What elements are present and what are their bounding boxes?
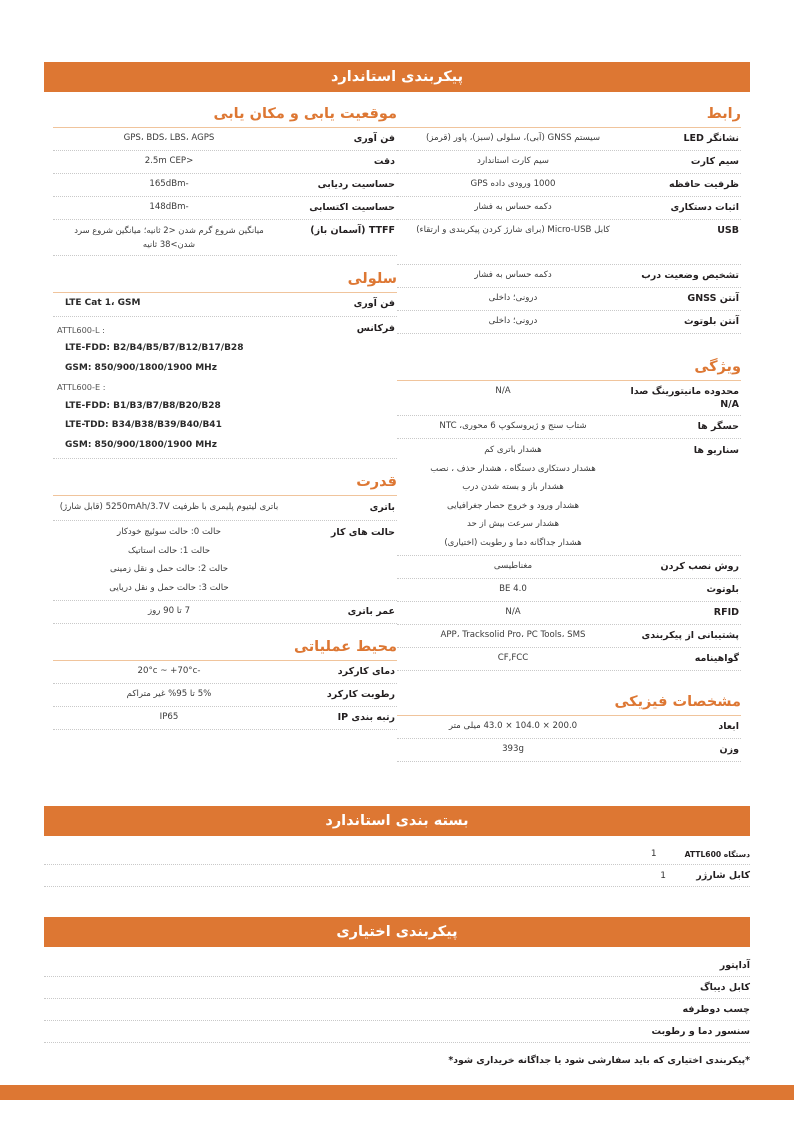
row-physical-dimensions	[397, 716, 741, 739]
row-features-certification	[397, 648, 741, 671]
work-mode-item: حالت 2: حالت حمل و نقل زمینی	[109, 564, 229, 574]
row-interface-led	[397, 128, 741, 151]
value: BE 4.0	[499, 584, 527, 594]
label: سناریو ها	[693, 445, 739, 456]
value: N/A	[495, 386, 511, 396]
section-title-interface: رابط	[706, 106, 741, 122]
packaging-item-label: کابل شارژر	[696, 870, 750, 881]
standard-packaging-block	[44, 806, 750, 887]
row-interface-memory	[397, 174, 741, 197]
value: CF,FCC	[497, 653, 529, 663]
standard-config-banner-wrap	[44, 0, 750, 92]
interface-group-spacer	[397, 242, 741, 264]
section-interface	[397, 105, 741, 334]
scenario-item: هشدار جداگانه دما و رطوبت (اختیاری)	[444, 537, 582, 548]
row-environment-temperature	[53, 661, 397, 684]
row-positioning-accuracy	[53, 151, 397, 174]
row-features-rfid	[397, 602, 741, 625]
section-cellular	[53, 270, 397, 459]
optional-config-note: *پیکربندی اختیاری که باید سفارشی شود یا جداگانه خریداری شود*	[448, 1055, 750, 1066]
column-left	[397, 92, 750, 762]
label: ظرفیت حافظه	[669, 179, 739, 190]
value: درونی؛ داخلی	[488, 316, 538, 326]
work-mode-item: حالت 0: حالت سوئیچ خودکار	[117, 527, 221, 537]
row-interface-door-detection	[397, 264, 741, 288]
optional-item-label: کابل دیباگ	[699, 982, 750, 993]
label: آنتن بلوتوث	[683, 316, 739, 327]
optional-item-label: آداپتور	[719, 960, 750, 971]
scenario-item: هشدار باتری کم	[484, 445, 542, 455]
row-physical-weight	[397, 739, 741, 762]
optional-row-double-sided-tape	[44, 999, 750, 1021]
value: -148dBm	[149, 202, 189, 212]
freq-group-item: LTE-FDD: B1/B3/B7/B8/B20/B28	[65, 400, 221, 411]
row-power-work-modes	[53, 521, 397, 601]
row-environment-ip-rating	[53, 707, 397, 730]
value: IP65	[159, 712, 179, 722]
work-mode-item: حالت 3: حالت حمل و نقل دریایی	[109, 582, 229, 593]
value: APP، Tracksolid Pro، PC Tools، SMS	[440, 630, 586, 640]
section-title-features: ویژگی	[694, 359, 741, 375]
value: مغناطیسی	[493, 561, 533, 571]
gap-before-packaging	[0, 762, 794, 806]
scenario-item: هشدار سرعت بیش از حد	[467, 519, 559, 529]
value: <2.5m CEP	[144, 156, 194, 166]
label: تشخیص وضعیت درب	[641, 270, 739, 281]
row-features-sensors	[397, 416, 741, 439]
label: RFID	[713, 607, 739, 618]
optional-row-adapter	[44, 955, 750, 977]
optional-config-banner: پیکربندی اختیاری	[44, 917, 750, 947]
label: بلوتوث	[706, 584, 739, 595]
value	[53, 526, 285, 595]
label: آنتن GNSS	[687, 293, 739, 304]
scenario-item: هشدار باز و بسته شدن درب	[462, 482, 564, 492]
row-positioning-technology	[53, 128, 397, 151]
section-title-environment: محیط عملیاتی	[294, 639, 397, 655]
value: سیستم GNSS (آبی)، سلولی (سبز)، پاور (قرمز)	[425, 133, 601, 143]
freq-group-head: ATTL600-L :	[57, 324, 105, 335]
packaging-item-label: دستگاه ATTL600	[684, 849, 750, 859]
label: نشانگر LED	[683, 133, 739, 144]
value: 1000 ورودی داده GPS	[470, 179, 556, 189]
value	[53, 297, 285, 312]
row-interface-tamper	[397, 197, 741, 220]
spec-columns	[44, 92, 750, 762]
label: فن آوری	[353, 298, 395, 309]
value: 5% تا 95% غیر متراکم	[126, 689, 212, 699]
freq-group-item: LTE-FDD: B2/B4/B5/B7/B12/B17/B28	[65, 343, 244, 353]
row-features-config-support	[397, 625, 741, 648]
section-title-physical: مشخصات فیزیکی	[614, 694, 741, 710]
label: فرکانس	[356, 322, 395, 334]
label: رتبه بندی IP	[337, 712, 395, 723]
optional-row-debug-cable	[44, 977, 750, 999]
row-cellular-frequency	[53, 317, 397, 460]
label: رطوبت کارکرد	[326, 689, 395, 700]
row-features-scenarios	[397, 439, 741, 556]
label: روش نصب کردن	[660, 561, 739, 572]
value: کابل Micro-USB (برای شارژ کردن پیکربندی و ارتقاء)	[416, 225, 610, 235]
value: درونی؛ داخلی	[488, 293, 538, 303]
label: TTFF (آسمان باز)	[310, 225, 395, 236]
row-interface-bluetooth-antenna	[397, 311, 741, 334]
work-mode-item: حالت 1: حالت استاتیک	[127, 545, 211, 556]
packaging-row-device	[44, 844, 750, 865]
value: GPS، BDS، LBS، AGPS	[123, 133, 215, 143]
value: سیم کارت استاندارد	[477, 156, 549, 166]
value	[53, 322, 285, 454]
column-right	[44, 92, 397, 730]
label: USB	[717, 225, 739, 236]
value: -20°c ~ +70°c	[137, 666, 201, 676]
label: حساسیت ردیابی	[317, 179, 395, 190]
row-positioning-tracking-sensitivity	[53, 174, 397, 197]
label: عمر باتری	[347, 606, 395, 617]
value: میانگین شروع گرم شدن <2 ثانیه؛ میانگین شروع سرد شدن>38 ثانیه	[74, 225, 264, 249]
value: -165dBm	[149, 179, 189, 189]
freq-group-item: GSM: 850/900/1800/1900 MHz	[65, 362, 217, 373]
section-title-power: قدرت	[356, 474, 397, 490]
row-positioning-ttff	[53, 220, 397, 256]
cellular-tech-value: LTE Cat 1، GSM	[65, 298, 141, 308]
row-power-battery-life	[53, 601, 397, 624]
label: اثبات دستکاری	[670, 202, 739, 213]
freq-group-item: LTE-TDD: B34/B38/B39/B40/B41	[65, 420, 222, 430]
value: دکمه حساس به فشار	[474, 270, 552, 280]
section-positioning	[53, 105, 397, 256]
freq-group-head: ATTL600-E :	[57, 382, 106, 392]
row-positioning-acquisition-sensitivity	[53, 197, 397, 220]
label: پشتیبانی از پیکربندی	[641, 630, 739, 641]
value: 7 تا 90 روز	[147, 606, 191, 616]
row-power-battery	[53, 496, 397, 521]
optional-row-temp-humidity-sensor	[44, 1021, 750, 1043]
packaging-item-qty: 1	[660, 870, 666, 881]
row-features-installation	[397, 556, 741, 579]
scenario-item: هشدار ورود و خروج حصار جغرافیایی	[446, 500, 580, 511]
scenario-item: هشدار دستکاری دستگاه ، هشدار حذف ، نصب	[430, 463, 596, 474]
freq-group-item: GSM: 850/900/1800/1900 MHz	[65, 439, 217, 450]
footer-accent-bar	[0, 1085, 794, 1100]
label: دقت	[373, 156, 395, 167]
standard-config-banner: پیکربندی استاندارد	[44, 62, 750, 92]
optional-config-block	[44, 917, 750, 1066]
label: سیم کارت	[690, 156, 739, 167]
row-interface-usb	[397, 220, 741, 242]
value: N/A	[505, 607, 521, 617]
packaging-row-charging-cable	[44, 865, 750, 887]
value: دکمه حساس به فشار	[474, 202, 552, 212]
label: حسگر ها	[697, 421, 739, 432]
label: حالت های کار	[330, 527, 395, 538]
optional-item-label: سنسور دما و رطوبت	[651, 1026, 750, 1037]
label: باتری	[369, 502, 395, 513]
packaging-item-qty: 1	[650, 849, 657, 859]
row-environment-humidity	[53, 684, 397, 707]
value: 393g	[502, 744, 524, 754]
label: ابعاد	[718, 721, 739, 732]
optional-item-label: چسب دوطرفه	[682, 1004, 750, 1015]
value: باتری لیتیوم پلیمری با ظرفیت 5250mAh/3.7V (قابل شارژ)	[59, 502, 279, 512]
value: شتاب سنج و ژیروسکوپ 6 محوری، NTC	[439, 421, 587, 431]
label: فن آوری	[353, 133, 395, 144]
label: دمای کارکرد	[337, 666, 395, 677]
section-environment	[53, 638, 397, 730]
label: وزن	[719, 744, 739, 755]
row-cellular-technology	[53, 293, 397, 317]
section-title-cellular: سلولی	[347, 271, 397, 287]
label: حساسیت اکتسابی	[309, 202, 395, 213]
value	[397, 444, 629, 550]
row-features-bluetooth	[397, 579, 741, 602]
value: 200.0 × 104.0 × 43.0 میلی متر	[448, 721, 578, 731]
row-interface-gnss-antenna	[397, 288, 741, 311]
label: محدوده مانیتورینگ صدا N/A	[630, 386, 739, 410]
label: گواهینامه	[694, 653, 739, 664]
gap-before-optional	[0, 887, 794, 917]
section-features	[397, 358, 741, 671]
section-power	[53, 473, 397, 624]
section-title-positioning: موقعیت یابی و مکان یابی	[213, 106, 397, 122]
standard-packaging-banner: بسته بندی استاندارد	[44, 806, 750, 836]
row-features-audio-monitoring	[397, 381, 741, 416]
section-physical	[397, 693, 741, 762]
row-interface-sim	[397, 151, 741, 174]
